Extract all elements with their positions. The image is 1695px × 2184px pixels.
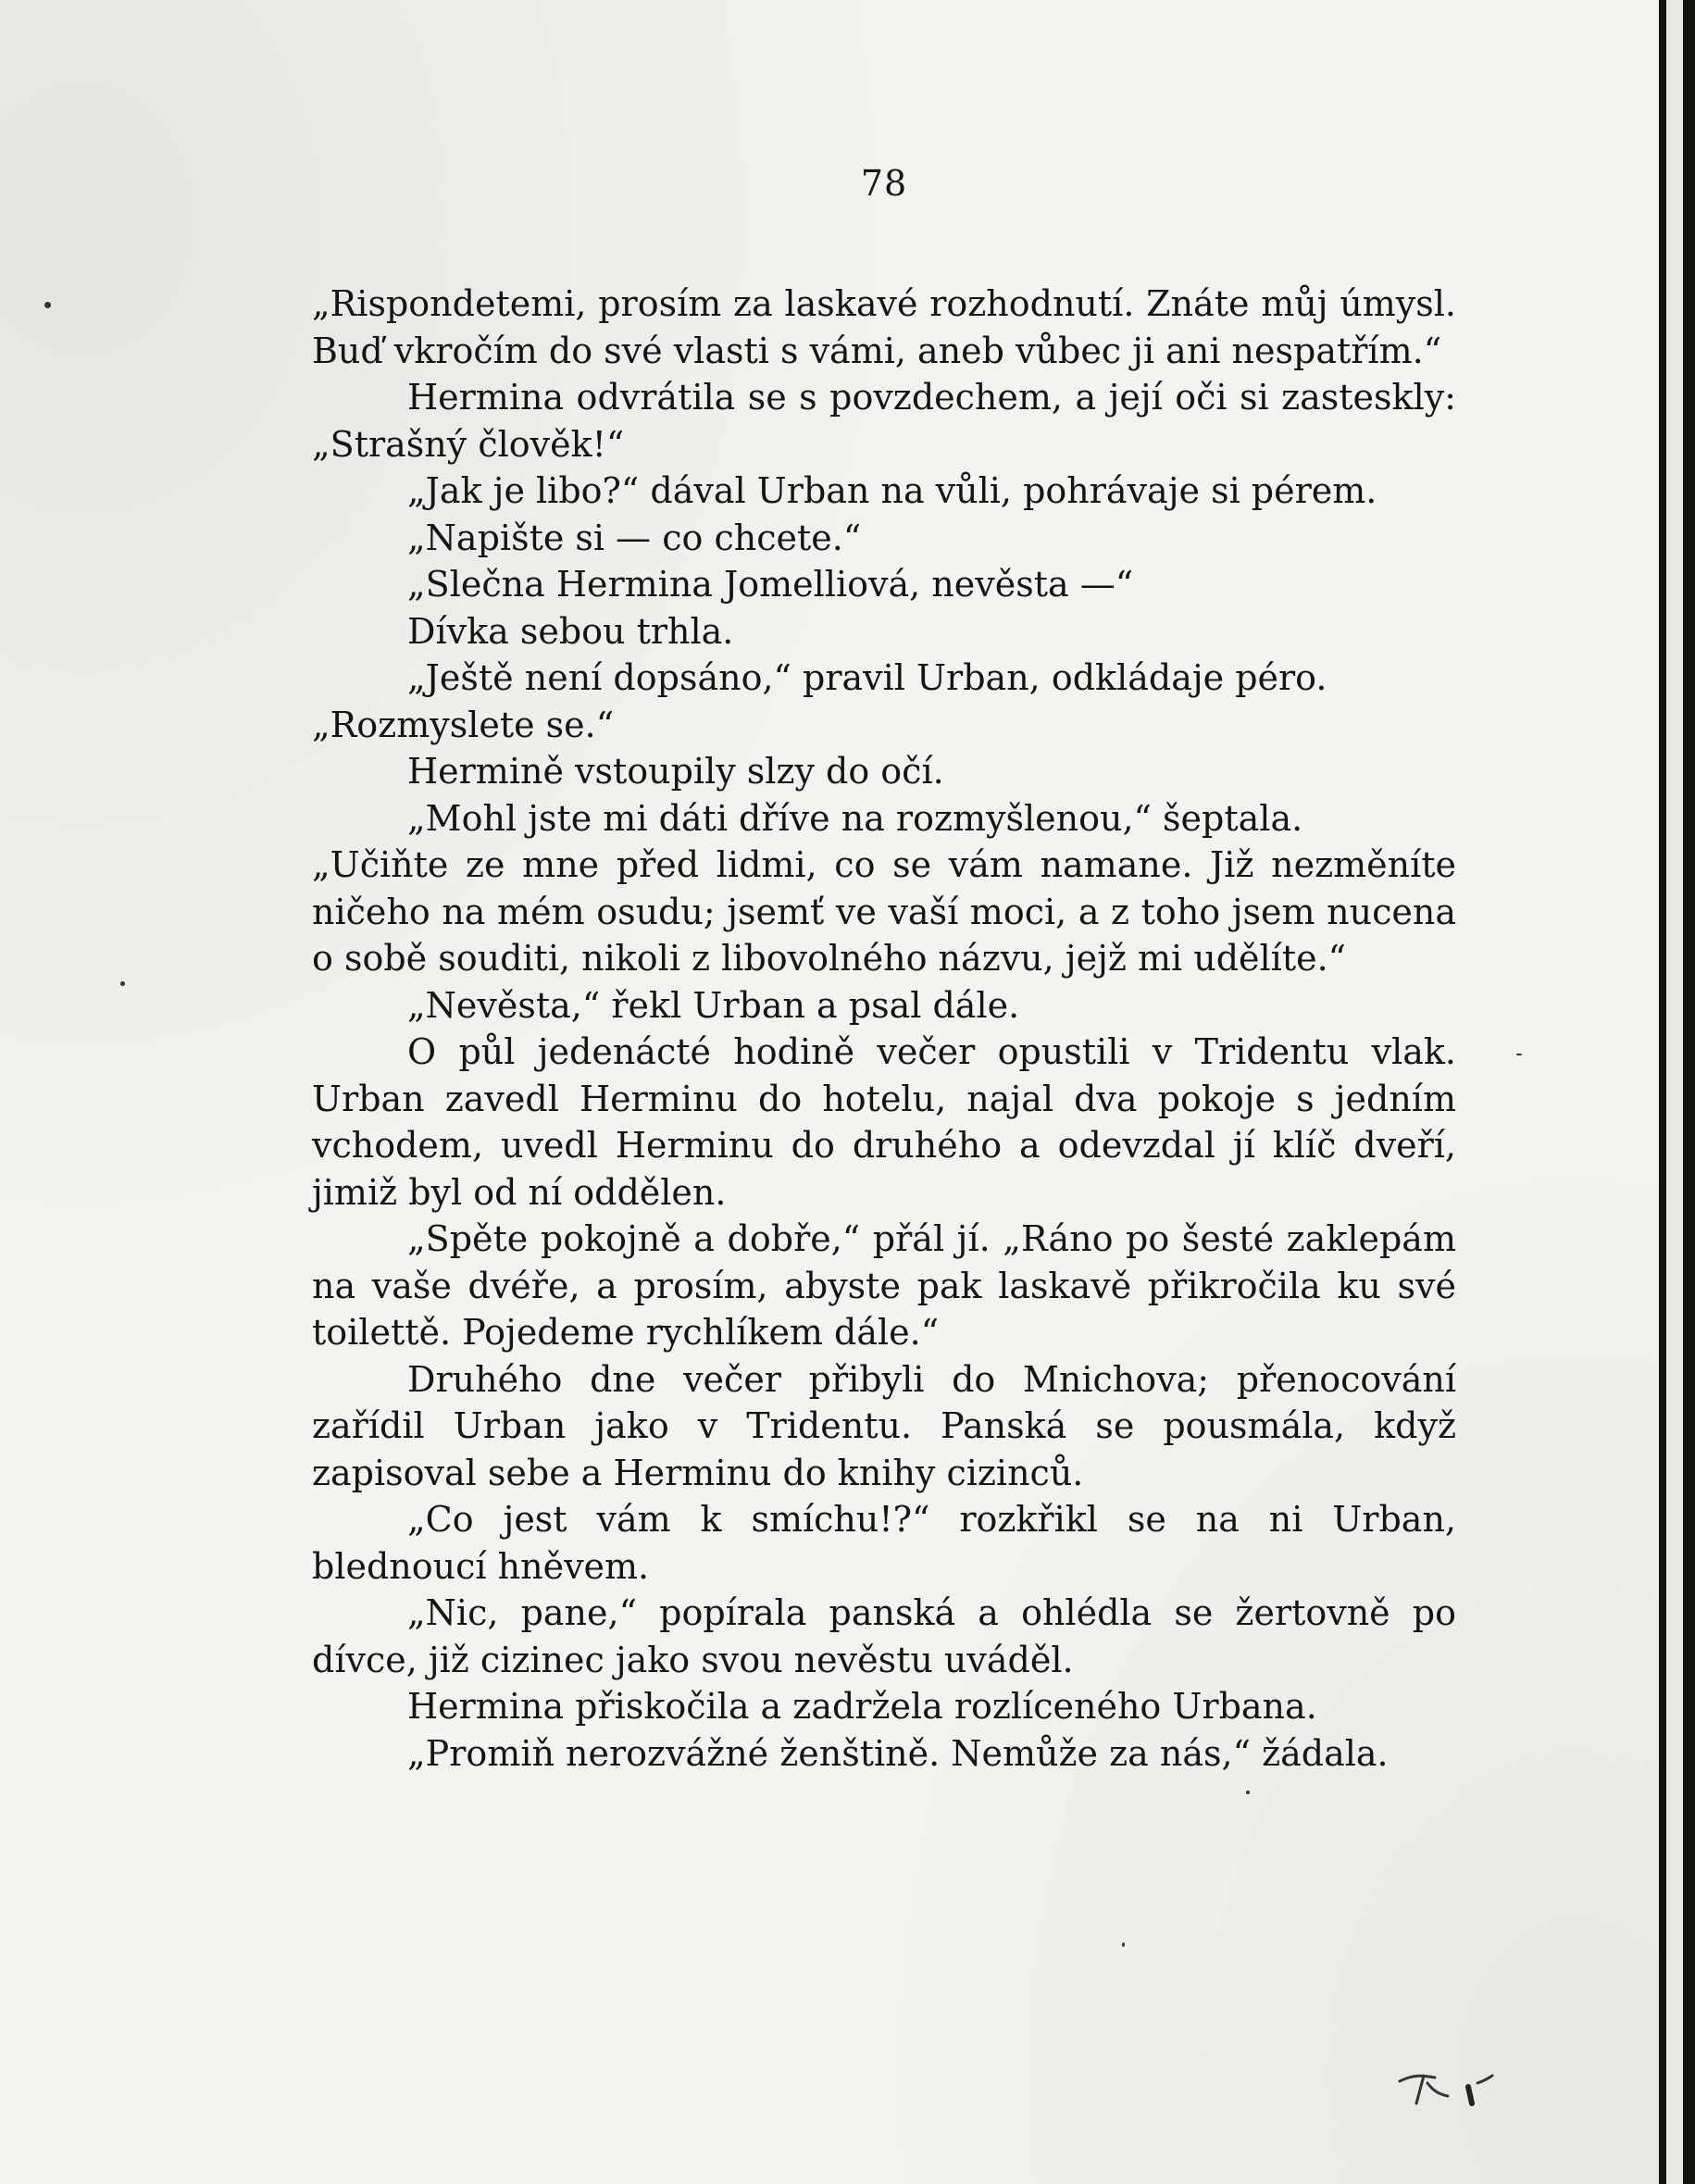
paragraph: „Rispondetemi, prosím za laskavé rozhodnutí. Znáte můj úmysl. Buď vkročím do své vlasti s vámi, aneb vůbec ji ani nespatřím.“ [312,283,1456,371]
paragraph: „Co jest vám k smíchu!?“ rozkřikl se na ni Urban, blednoucí hněvem. [312,1499,1456,1587]
paragraph: „Učiňte ze mne před lidmi, co se vám namane. Již nezměníte ničeho na mém osudu; jsemť ve vaší moci, a z toho jsem nucena o sobě souditi, nikoli z libovolného názvu, jejž mi udělíte.“ [312,844,1456,979]
scan-edge [1659,0,1695,2184]
paragraph: „Rozmyslete se.“ [312,704,615,745]
paragraph: Hermina přiskočila a zadržela rozlíceného Urbana. [407,1686,1317,1727]
paragraph: Druhého dne večer přibyli do Mnichova; přenocování zařídil Urban jako v Tridentu. Panská se pousmála, když zapisoval sebe a Herminu do knihy cizinců. [312,1358,1456,1493]
paragraph: „Mohl jste mi dáti dříve na rozmyšlenou,“ šeptala. [407,797,1303,839]
paragraph: „Spěte pokojně a dobře,“ přál jí. „Ráno po šesté zaklepám na vaše dvéře, a prosím, abyste pak laskavě přikročila ku své toilettě. Pojedeme rychlíkem dále.“ [312,1218,1456,1353]
paragraph: „Promiň nerozvážné ženštině. Nemůže za nás,“ žádala. [407,1732,1389,1774]
paragraph: Hermina odvrátila se s povzdechem, a její oči si zasteskly: „Strašný člověk!“ [312,377,1456,465]
ink-speck [1516,1054,1522,1055]
paragraph: „Ještě není dopsáno,“ pravil Urban, odkládaje péro. [407,657,1327,698]
ink-speck [1122,1942,1125,1947]
ink-speck [1246,1791,1250,1794]
page-edge-strip [1666,0,1683,2184]
paragraph: „Nevěsta,“ řekl Urban a psal dále. [407,984,1020,1026]
paragraph: O půl jedenácté hodině večer opustili v Tridentu vlak. Urban zavedl Herminu do hotelu, najal dva pokoje s jedním vchodem, uvedl Herminu do druhého a odevzdal jí klíč dveří, jimiž byl od ní oddělen. [312,1031,1456,1213]
handwritten-mark [1396,2063,1507,2118]
paragraph: Hermině vstoupily slzy do očí. [407,751,944,792]
ink-speck [44,302,51,308]
body-text [312,281,1456,1777]
paragraph: „Nic, pane,“ popírala panská a ohlédla se žertovně po dívce, již cizinec jako svou nevěstu uváděl. [312,1592,1456,1680]
paragraph: „Slečna Hermina Jomelliová, nevěsta —“ [407,564,1134,605]
ink-speck [120,981,125,986]
page-number: 78 [860,163,908,204]
paragraph: „Jak je libo?“ dával Urban na vůli, pohrávaje si pérem. [407,470,1377,511]
paragraph: Dívka sebou trhla. [407,610,734,652]
paragraph: „Napište si — co chcete.“ [407,517,862,558]
